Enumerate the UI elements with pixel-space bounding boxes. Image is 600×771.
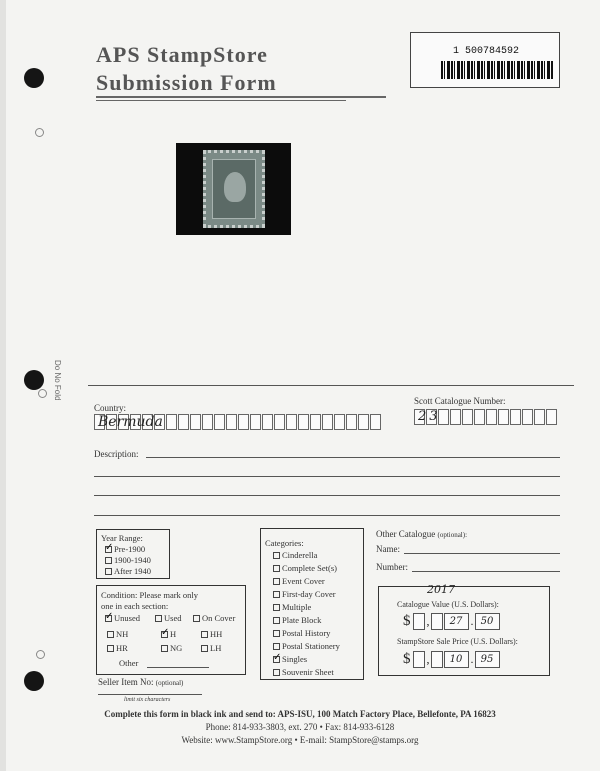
- checkbox-icon[interactable]: [273, 630, 280, 637]
- condition-hr[interactable]: HR: [107, 642, 128, 654]
- condition-hh[interactable]: HH: [201, 628, 222, 640]
- ring-mark: [38, 389, 47, 398]
- condition-other-label: Other: [119, 658, 139, 668]
- condition-title-line2: one in each section:: [101, 601, 169, 611]
- other-catalogue-number-label: Number:: [376, 562, 408, 572]
- description-line[interactable]: [94, 495, 560, 496]
- year-note: 2017: [427, 583, 455, 596]
- category-singles[interactable]: ✓Singles: [273, 653, 307, 665]
- condition-lh[interactable]: LH: [201, 642, 221, 654]
- seller-item-line[interactable]: [98, 694, 202, 695]
- sale-price-field[interactable]: $ , 10 . 95: [403, 651, 501, 668]
- sale-price-label: StampStore Sale Price (U.S. Dollars):: [397, 637, 518, 646]
- country-label: Country:: [94, 403, 127, 413]
- year-option-1900-1940[interactable]: 1900-1940: [105, 554, 151, 566]
- form-title-line1: APS StampStore: [96, 42, 268, 67]
- condition-ng[interactable]: NG: [161, 642, 182, 654]
- year-option-after-1940[interactable]: After 1940: [105, 565, 151, 577]
- catalogue-value-cents: 50: [475, 613, 500, 630]
- value-panel: [378, 583, 550, 676]
- stamp-image: [203, 150, 265, 228]
- country-value: Bermuda: [98, 414, 163, 430]
- barcode-number: 1 500784592: [452, 46, 519, 57]
- category-souvenir-sheet[interactable]: Souvenir Sheet: [273, 666, 334, 678]
- checkbox-icon[interactable]: [273, 604, 280, 611]
- description-label: Description:: [94, 449, 139, 459]
- checkbox-icon[interactable]: [201, 631, 208, 638]
- description-line[interactable]: [146, 457, 560, 458]
- year-range-panel: [96, 529, 170, 579]
- stamp-head-icon: [224, 172, 246, 202]
- checkbox-icon[interactable]: [107, 631, 114, 638]
- scott-catalogue-value: 23: [418, 409, 441, 424]
- year-option-pre-1900[interactable]: ✓Pre-1900: [105, 543, 145, 555]
- checkbox-icon[interactable]: [155, 615, 162, 622]
- checkbox-checked-icon[interactable]: [273, 656, 280, 663]
- sale-price-whole: 10: [444, 651, 469, 668]
- form-top-rule: [88, 385, 574, 386]
- title-underline: [96, 100, 346, 101]
- do-not-fold-text: Do No Fold: [53, 360, 62, 401]
- condition-nh[interactable]: NH: [107, 628, 128, 640]
- checkbox-icon[interactable]: [273, 591, 280, 598]
- condition-title-line1: Condition: Please mark only: [101, 590, 199, 600]
- footer-mailing-address: Complete this form in black ink and send to: APS-ISU, 100 Match Factory Place, Bellefonte, PA 16823: [104, 709, 496, 719]
- category-postal-stationery[interactable]: Postal Stationery: [273, 640, 340, 652]
- category-complete-sets[interactable]: Complete Set(s): [273, 562, 337, 574]
- checkbox-icon[interactable]: [273, 552, 280, 559]
- other-catalogue-name-label: Name:: [376, 544, 400, 554]
- punch-hole: [24, 68, 44, 88]
- checkbox-icon[interactable]: [273, 617, 280, 624]
- checkbox-icon[interactable]: [161, 645, 168, 652]
- category-postal-history[interactable]: Postal History: [273, 627, 330, 639]
- checkbox-icon[interactable]: [201, 645, 208, 652]
- ring-mark: [36, 650, 45, 659]
- checkbox-checked-icon[interactable]: [161, 631, 168, 638]
- seller-item-label: Seller Item No: (optional): [98, 677, 184, 687]
- checkbox-icon[interactable]: [273, 669, 280, 676]
- catalogue-value-label: Catalogue Value (U.S. Dollars):: [397, 600, 499, 609]
- other-catalogue-number-line[interactable]: [412, 571, 560, 572]
- other-catalogue-title: Other Catalogue (optional):: [376, 529, 468, 539]
- checkbox-icon[interactable]: [105, 557, 112, 564]
- category-first-day-cover[interactable]: First-day Cover: [273, 588, 336, 600]
- form-title-line2: Submission Form: [96, 70, 277, 95]
- checkbox-icon[interactable]: [193, 615, 200, 622]
- year-range-title: Year Range:: [101, 533, 143, 543]
- seller-item-hint: limit six characters: [124, 697, 171, 703]
- condition-other-line[interactable]: [147, 667, 209, 668]
- checkbox-checked-icon[interactable]: [105, 615, 112, 622]
- checkbox-icon[interactable]: [273, 578, 280, 585]
- stamp-portrait: [212, 159, 256, 219]
- barcode-box: [410, 32, 560, 88]
- description-line[interactable]: [94, 476, 560, 477]
- footer-website-email: Website: www.StampStore.org • E-mail: StampStore@stamps.org: [181, 735, 419, 745]
- barcode-icon: [441, 61, 553, 79]
- condition-panel: [96, 585, 246, 675]
- scott-catalogue-label: Scott Catalogue Number:: [414, 396, 506, 406]
- ring-mark: [35, 128, 44, 137]
- checkbox-icon[interactable]: [273, 565, 280, 572]
- sale-price-cents: 95: [475, 651, 500, 668]
- condition-on-cover[interactable]: On Cover: [193, 612, 235, 624]
- category-multiple[interactable]: Multiple: [273, 601, 311, 613]
- punch-hole: [24, 370, 44, 390]
- category-plate-block[interactable]: Plate Block: [273, 614, 321, 626]
- page-edge: [0, 0, 6, 771]
- checkbox-icon[interactable]: [273, 643, 280, 650]
- catalogue-value-field[interactable]: $ , 27 . 50: [403, 613, 501, 630]
- checkbox-icon[interactable]: [107, 645, 114, 652]
- description-line[interactable]: [94, 515, 560, 516]
- categories-panel: [260, 528, 364, 680]
- category-cinderella[interactable]: Cinderella: [273, 549, 317, 561]
- category-event-cover[interactable]: Event Cover: [273, 575, 325, 587]
- stamp-image-frame: [176, 143, 291, 235]
- condition-used[interactable]: Used: [155, 612, 181, 624]
- condition-h[interactable]: ✓ H: [161, 628, 176, 640]
- footer-phone-fax: Phone: 814-933-3803, ext. 270 • Fax: 814-933-6128: [205, 722, 395, 732]
- title-underline: [96, 96, 386, 98]
- condition-unused[interactable]: ✓Unused: [105, 612, 140, 624]
- checkbox-checked-icon[interactable]: [105, 546, 112, 553]
- catalogue-value-whole: 27: [444, 613, 469, 630]
- checkbox-icon[interactable]: [105, 568, 112, 575]
- categories-title: Categories:: [265, 538, 304, 548]
- punch-hole: [24, 671, 44, 691]
- other-catalogue-name-line[interactable]: [404, 553, 560, 554]
